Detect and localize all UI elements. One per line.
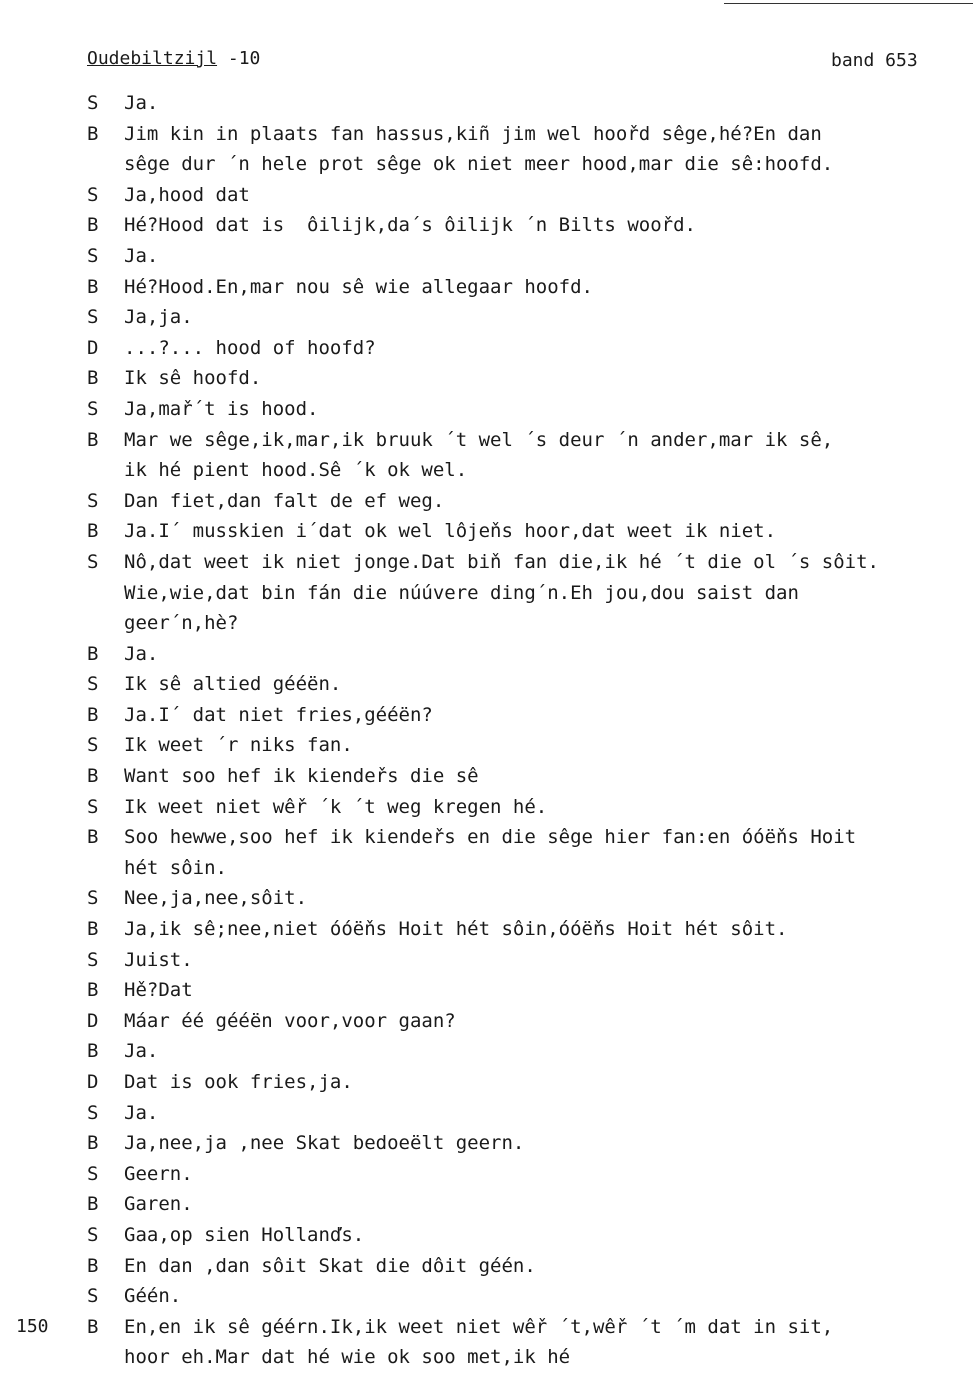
speaker-label: B	[87, 1132, 99, 1155]
utterance-text: Hé?Hood dat is ôilijk,da´s ôilijk ´n Bilts woořd.	[124, 214, 696, 237]
speaker-label: S	[87, 795, 99, 818]
utterance-text: hét sôin.	[124, 856, 227, 879]
utterance-text: hoor eh.Mar dat hé wie ok soo met,ik hé	[124, 1346, 571, 1369]
transcript-line	[0, 241, 973, 272]
utterance-text: Soo hewwe,soo hef ik kiendeřs en die sêge hier fan:en óóëňs Hoit	[124, 826, 857, 849]
utterance-text: Ja,ja.	[124, 306, 193, 329]
speaker-label: D	[87, 1009, 99, 1032]
transcript-line	[0, 149, 973, 180]
utterance-text: Ja.I´ musskien i´dat ok wel lôjeňs hoor,dat weet ik niet.	[124, 520, 777, 543]
speaker-label: S	[87, 1162, 99, 1185]
transcript-line	[0, 302, 973, 333]
utterance-text: Nee,ja,nee,sôit.	[124, 887, 308, 910]
speaker-label: S	[87, 734, 99, 757]
utterance-text: Ik sê altied gééën.	[124, 673, 342, 696]
utterance-text: sêge dur ´n hele prot sêge ok niet meer hood,mar die sê:hoofd.	[124, 153, 834, 176]
speaker-label: B	[87, 367, 99, 390]
transcript-line	[0, 1006, 973, 1037]
place-name: Oudebiltzijl	[87, 48, 218, 69]
speaker-label: B	[87, 979, 99, 1002]
utterance-text: Dan fiet,dan falt de ef weg.	[124, 489, 445, 512]
transcript-line	[0, 486, 973, 517]
speaker-label: B	[87, 520, 99, 543]
speaker-label: S	[87, 397, 99, 420]
speaker-label: D	[87, 336, 99, 359]
utterance-text: Hě?Dat	[124, 979, 193, 1002]
transcript-line	[0, 1128, 973, 1159]
speaker-label: S	[87, 1285, 99, 1308]
transcript-line	[0, 669, 973, 700]
transcript-line	[0, 1098, 973, 1129]
utterance-text: ik hé pient hood.Sê ´k ok wel.	[124, 459, 468, 482]
speaker-label: B	[87, 1254, 99, 1277]
utterance-text: Ik weet ´r niks fan.	[124, 734, 353, 757]
speaker-label: B	[87, 214, 99, 237]
utterance-text: Ja.	[124, 244, 159, 267]
utterance-text: Jim kin in plaats fan hassus,kiñ jim wel hoořd sêge,hé?En dan	[124, 122, 822, 145]
utterance-text: Ja,ik sê;nee,niet óóëňs Hoit hét sôin,óóëňs Hoit hét sôit.	[124, 918, 788, 941]
speaker-label: D	[87, 1071, 99, 1093]
speaker-label: B	[87, 918, 99, 941]
utterance-text: geer´n,hè?	[124, 612, 239, 635]
transcript-line	[0, 425, 973, 456]
speaker-label: S	[87, 550, 99, 573]
utterance-text: Garen.	[124, 1193, 193, 1216]
transcript-line	[0, 272, 973, 303]
transcript-line	[0, 1189, 973, 1220]
utterance-text: Ja.I´ dat niet fries,gééën?	[124, 703, 433, 726]
transcript-line	[0, 883, 973, 914]
utterance-text: Ja,nee,ja ,nee Skat bedoeëlt geern.	[124, 1132, 525, 1155]
transcript-line	[0, 455, 973, 486]
transcript-line	[0, 1312, 973, 1343]
band-number: band 653	[831, 50, 918, 71]
utterance-text: Hé?Hood.En,mar nou sê wie allegaar hoofd.	[124, 275, 593, 298]
transcript-line	[0, 210, 973, 241]
speaker-label: B	[87, 275, 99, 298]
speaker-label: S	[87, 887, 99, 910]
utterance-text: Ja.	[124, 1101, 159, 1124]
transcript-line	[0, 333, 973, 364]
speaker-label: B	[87, 703, 99, 726]
transcript-line	[0, 1220, 973, 1251]
utterance-text: Géén.	[124, 1285, 182, 1308]
transcript	[0, 88, 973, 1373]
transcript-line	[0, 914, 973, 945]
utterance-text: En dan ,dan sôit Skat die dôit géén.	[124, 1254, 536, 1277]
transcript-line	[0, 1342, 973, 1373]
utterance-text: Want soo hef ik kiendeřs die sê	[124, 765, 479, 788]
utterance-text: Wie,wie,dat bin fán die núúvere ding´n.Eh jou,dou saist dan	[124, 581, 799, 604]
utterance-text: Gaa,op sien Hollanďs.	[124, 1223, 365, 1246]
utterance-text: Ja,mař´t is hood.	[124, 397, 319, 420]
transcript-line	[0, 1281, 973, 1312]
utterance-text: Mar we sêge,ik,mar,ik bruuk ´t wel ´s deur ´n ander,mar ik sê,	[124, 428, 834, 451]
speaker-label: S	[87, 489, 99, 512]
utterance-text: Ja,hood dat	[124, 183, 250, 206]
speaker-label: S	[87, 306, 99, 329]
utterance-text: Máar éé gééën voor,voor gaan?	[124, 1009, 456, 1032]
transcript-line	[0, 945, 973, 976]
speaker-label: S	[87, 92, 99, 114]
transcript-line	[0, 88, 973, 119]
utterance-text: Ik sê hoofd.	[124, 367, 262, 390]
speaker-label: B	[87, 428, 99, 451]
utterance-text: En,en ik sê géérn.Ik,ik weet niet wêř ´t,wêř ´t ´m dat in sit,	[124, 1315, 834, 1338]
speaker-label: B	[87, 1315, 99, 1338]
speaker-label: S	[87, 1223, 99, 1246]
transcript-line	[0, 578, 973, 609]
speaker-label: S	[87, 1101, 99, 1124]
utterance-text: Dat is ook fries,ja.	[124, 1071, 353, 1093]
utterance-text: Juist.	[124, 948, 193, 971]
speaker-label: S	[87, 948, 99, 971]
transcript-line	[0, 700, 973, 731]
speaker-label: S	[87, 244, 99, 267]
transcript-line	[0, 975, 973, 1006]
transcript-line	[0, 363, 973, 394]
transcript-line	[0, 608, 973, 639]
utterance-text: Ja.	[124, 642, 159, 665]
speaker-label: B	[87, 826, 99, 849]
speaker-label: B	[87, 1040, 99, 1063]
speaker-label: B	[87, 122, 99, 145]
utterance-text: Nô,dat weet ik niet jonge.Dat biň fan die,ik hé ´t die ol ´s sôit.	[124, 550, 879, 573]
transcript-line	[0, 547, 973, 578]
utterance-text: Ja.	[124, 1040, 159, 1063]
utterance-text: Ik weet niet wêř ´k ´t weg kregen hé.	[124, 795, 548, 818]
line-number: 150	[16, 1315, 49, 1337]
transcript-line	[0, 761, 973, 792]
transcript-line	[0, 180, 973, 211]
transcript-line	[0, 516, 973, 547]
transcript-line	[0, 822, 973, 853]
utterance-text: Geern.	[124, 1162, 193, 1185]
speaker-label: S	[87, 183, 99, 206]
transcript-line	[0, 1159, 973, 1190]
speaker-label: B	[87, 1193, 99, 1216]
speaker-label: B	[87, 642, 99, 665]
utterance-text: Ja.	[124, 92, 159, 114]
top-rule	[724, 3, 973, 4]
transcript-line	[0, 394, 973, 425]
transcript-line	[0, 639, 973, 670]
transcript-line	[0, 792, 973, 823]
speaker-label: S	[87, 673, 99, 696]
page-header	[87, 47, 260, 71]
transcript-line	[0, 119, 973, 150]
transcript-line	[0, 1251, 973, 1282]
transcript-line	[0, 1036, 973, 1067]
transcript-line	[0, 853, 973, 884]
speaker-label: B	[87, 765, 99, 788]
transcript-line	[0, 1067, 973, 1098]
page-number: -10	[217, 48, 261, 69]
utterance-text: ...?... hood of hoofd?	[124, 336, 376, 359]
transcript-line	[0, 730, 973, 761]
